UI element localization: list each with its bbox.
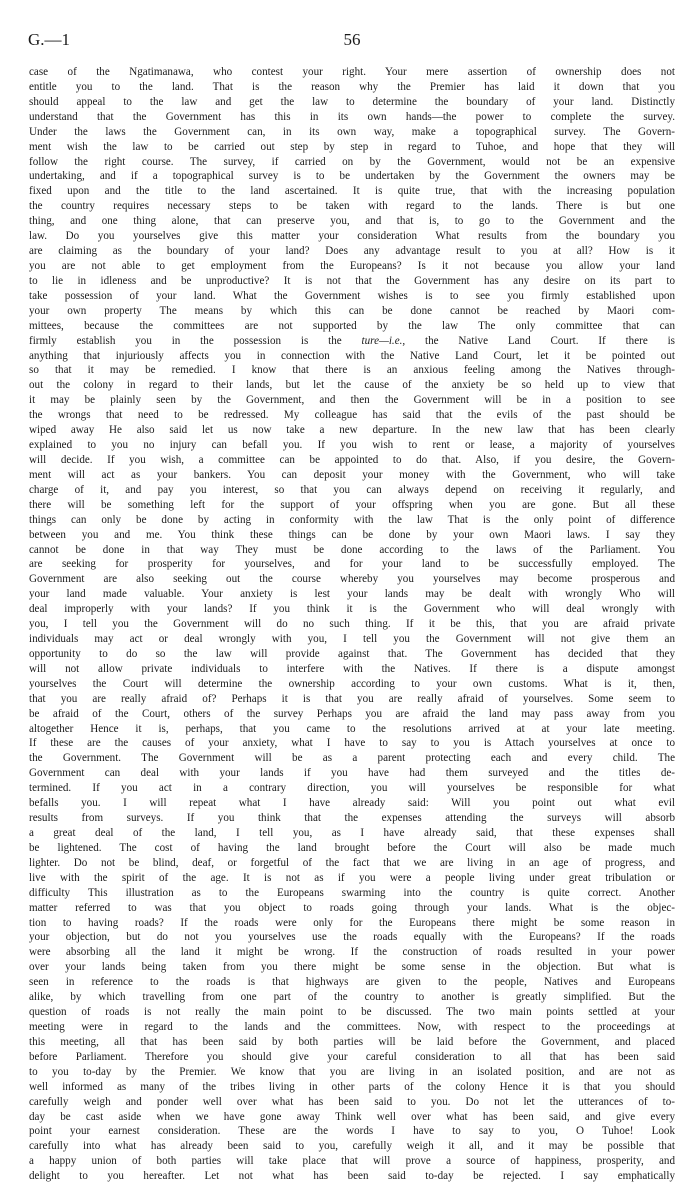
text-line: out the colony in regard to their lands, but let the cause of the anxiety be so held up to view that: [29, 379, 675, 392]
body-text: [29, 65, 675, 1184]
text-line: a happy union of both parties will take place that will prove a source of happiness, prosperity, and: [29, 1155, 675, 1168]
text-line: will not allow private individuals to interfere with the Natives. If there is a dispute amongst: [29, 662, 675, 675]
text-line: ment wish the law to be carried out step by step in regard to Tuhoe, and hope that they will: [29, 140, 675, 153]
text-line: day be cast aside when we have gone away Think well over what has been said, and give every: [29, 1110, 675, 1123]
text-line: difficulty This illustration as to the Europeans swarming into the country is quite correct. Another: [29, 886, 675, 899]
text-line: your land made valuable. Your anxiety is lest your lands may be dealt with wrongly Who will: [29, 588, 675, 601]
text-line: delight to you hereafter. Let not what has been said to-day be rejected. I say emphatically: [29, 1170, 675, 1183]
text-line: deal improperly with your lands? If you think it is the Government who will deal wrongly with: [29, 603, 675, 616]
section-reference: G.—1: [28, 30, 71, 49]
text-line: are claiming as the boundary of your land? Does any advantage result to you at all? How is it: [29, 245, 675, 258]
text-line: befalls you. I will repeat what I have already said: Will you point out what evil: [29, 797, 675, 810]
text-line: will decide. If you wish, a committee can be appointed to do that. Also, if you desire, the Govern-: [29, 453, 675, 466]
text-line: wiped away He also said let us now take a new departure. In the new law that has been clearly: [29, 424, 675, 437]
text-line: question of roads is not really the main point to be discussed. The two main points settled at your: [29, 1006, 675, 1019]
text-line: firmly establish you in the possession is the ture—i.e., the Native Land Court. If there is: [29, 334, 675, 347]
text-line: alike, by which travelling from one part of the country to another is greatly simplified. But the: [29, 991, 675, 1004]
text-line: cannot be done in that way They must be done according to the laws of the Parliament. You: [29, 543, 675, 556]
text-line: Government can deal with your lands if you have had them surveyed and the titles de-: [29, 767, 675, 780]
text-line: results from surveys. If you think that the expenses attending the surveys will absorb: [29, 812, 675, 825]
text-line: so that it may be remedied. I know that there is an anxious feeling among the Natives through-: [29, 364, 675, 377]
text-line: seen in reference to the roads is that highways are given to the people, Natives and Europeans: [29, 976, 675, 989]
text-line: termined. If you act in a contrary direction, you will yourselves be responsible for what: [29, 782, 675, 795]
text-line: matter referred to was that you object to roads going through your lands. What is the objec-: [29, 901, 675, 914]
text-line: opportunity to do so the law will provide against that. The Government has decided that they: [29, 647, 675, 660]
text-line: explained to you no injury can befall you. If you wish to rent or lease, a majority of yourselves: [29, 439, 675, 452]
text-line: the Government. The Government will be as a parent protecting each and every child. The: [29, 752, 675, 765]
text-line: a great deal of the land, I tell you, as I have already said, that these expenses shall: [29, 827, 675, 840]
text-line: this meeting, all that has been said by both parties will be laid before the Government, and placed: [29, 1035, 675, 1048]
text-line: carefully into what has already been said to you, carefully weigh it all, and it may be possible that: [29, 1140, 675, 1153]
text-line: should appeal to the law and get the law to determine the boundary of your land. Distinctly: [29, 95, 675, 108]
text-line: it may be plainly seen by the Government, and then the Government will be in a position to see: [29, 394, 675, 407]
text-line: well informed as many of the tribes living in other parts of the colony Hence it is that you should: [29, 1080, 675, 1093]
text-line: entitle you to the land. That is the reason why the Premier has laid it down that you: [29, 80, 675, 93]
text-line: live with the spirit of the age. It is not as if you were a people living under great tribulation or: [29, 871, 675, 884]
text-line: over your lands being taken from you there might be some sense in the objection. But what is: [29, 961, 675, 974]
text-line: before Parliament. Therefore you should give your careful consideration to all that has been said: [29, 1050, 675, 1063]
text-line: tion to having roads? If the roads were only for the Europeans there might be some reason in: [29, 916, 675, 929]
text-line: carefully weigh and ponder well over what has been said to you. Do not let the utterances of to-: [29, 1095, 675, 1108]
page-header: [28, 30, 676, 52]
text-line: point your earnest consideration. These are the words I have to say to you, O Tuhoe! Look: [29, 1125, 675, 1138]
text-line: law. Do you yourselves give this matter your consideration What results from the boundary you: [29, 230, 675, 243]
text-line: lighter. Do not be blind, deaf, or forgetful of the fact that we are living in an age of progress, and: [29, 856, 675, 869]
text-line: are seeking for prosperity for yourselves, and for your land to be successfully employed. The: [29, 558, 675, 571]
text-line: altogether Hence it is, perhaps, that you came to the resolutions arrived at at your late meeting.: [29, 722, 675, 735]
text-line: to lie in idleness and be unproductive? It is not that the Government has any desire on its part to: [29, 274, 675, 287]
text-line: fixed upon and the title to the land ascertained. It is quite true, that with the increasing population: [29, 185, 675, 198]
text-line: anything that injuriously affects you in connection with the Native Land Court, let it be pointed out: [29, 349, 675, 362]
text-line: things can only be done by acting in conformity with the law That is the only point of difference: [29, 513, 675, 526]
text-line: follow the right course. The survey, if carried on by the Government, would not be an expensive: [29, 155, 675, 168]
text-line: your objection, but do not you yourselves use the roads equally with the Europeans? If the roads: [29, 931, 675, 944]
text-line: you, I tell you the Government will do no such thing. If it be this, that you are afraid private: [29, 618, 675, 631]
text-line: thing, and one thing alone, that can preserve you, and that is, to go to the Government and the: [29, 215, 675, 228]
text-line: be afraid of the Court, others of the survey Perhaps you are afraid the land may pass away from you: [29, 707, 675, 720]
text-line: If these are the causes of your anxiety, what I have to say to you is Attach yourselves at once to: [29, 737, 675, 750]
text-line: case of the Ngatimanawa, who contest your right. Your mere assertion of ownership does not: [29, 66, 675, 78]
text-line: meeting were in regard to the lands and the committees. Now, with respect to the proceedings at: [29, 1021, 675, 1033]
text-line: that you are really afraid of? Perhaps it is that you are really afraid of yourselves. Some seem to: [29, 692, 675, 705]
text-line: be lightened. The cost of having the land brought before the Court will also be made much: [29, 841, 675, 854]
text-line: charge of it, and pay you interest, so that you can always depend on receiving it regularly, and: [29, 483, 675, 496]
text-line: there will be something left for the support of your offspring when you are gone. But all these: [29, 498, 675, 511]
text-line: the country requires necessary steps to be taken with regard to the lands. There is but one: [29, 200, 675, 213]
text-line: individuals may act or deal wrongly with you, I tell you the Government will not give them an: [29, 633, 675, 646]
text-line: understand that the Government has this in its own hands—the power to complete the survey.: [29, 110, 675, 123]
text-line: yourselves the Court will determine the ownership according to your own customs. What is it, then,: [29, 677, 675, 690]
page-number: 56: [343, 30, 361, 49]
text-line: you are not able to get employment from the Europeans? Is it not because you allow your land: [29, 259, 675, 272]
text-line: Under the laws the Government can, in its own way, make a topographical survey. The Govern-: [29, 125, 675, 138]
text-line: between you and me. You think these things can be done by your own Maori laws. I say they: [29, 528, 675, 541]
text-line: were absorbing all the land it might be wrong. If the construction of roads resulted in your power: [29, 946, 675, 959]
text-line: undertaking, and if a topographical survey is to be undertaken by the Government the owners may be: [29, 170, 675, 183]
text-line: your own property The means by which this can be done cannot be reached by Maori com-: [29, 304, 675, 317]
text-line: take possession of your land. What the Government wishes is to see you firmly established upon: [29, 289, 675, 302]
text-line: Government are also seeking out the course whereby you yourselves may become prosperous and: [29, 573, 675, 586]
text-line: to you to-day by the Premier. We know that you are living in an isolated position, and are not as: [29, 1065, 675, 1078]
text-line: mittees, because the committees are not supported by the law The only committee that can: [29, 319, 675, 332]
text-line: the wrongs that need to be redressed. My colleague has said that the evils of the past should be: [29, 409, 675, 422]
text-line: ment will act as your bankers. You can deposit your money with the Government, who will take: [29, 468, 675, 481]
